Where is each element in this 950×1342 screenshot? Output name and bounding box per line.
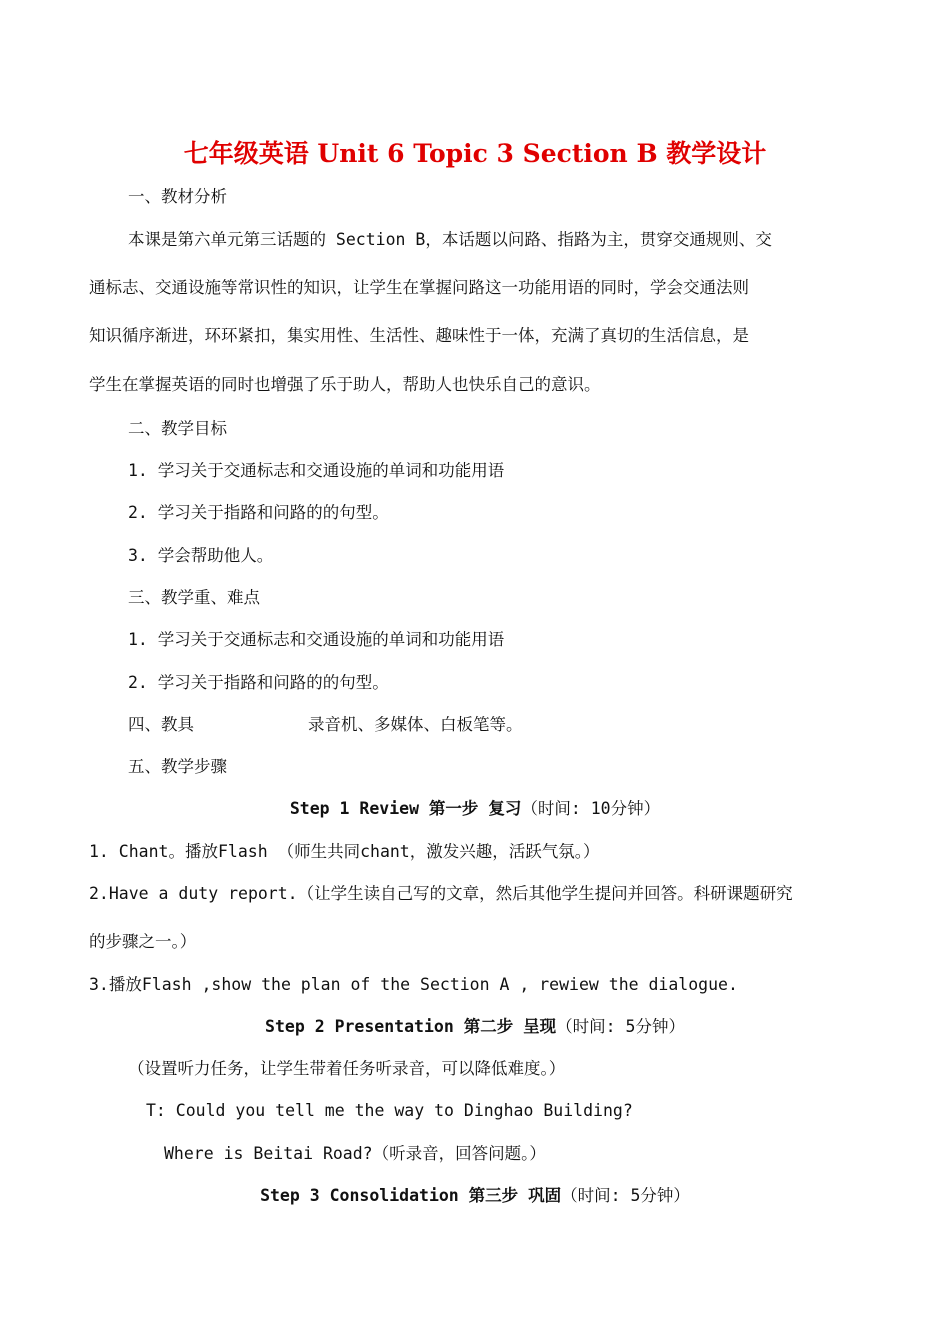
document-title: 七年级英语 Unit 6 Topic 3 Section B 教学设计 [183,139,767,168]
step2-time: （时间: 5分钟） [556,1017,685,1036]
section-heading-goals: 二、教学目标 [128,419,227,438]
paragraph-line: 知识循序渐进，环环紧扣，集实用性、生活性、趣味性于一体，充满了真切的生活信息，是 [89,326,749,345]
dialogue-line: T: Could you tell me the way to Dinghao Building? [146,1101,633,1120]
paragraph-line: 学生在掌握英语的同时也增强了乐于助人，帮助人也快乐自己的意识。 [89,375,601,394]
step1-time: （时间: 10分钟） [521,799,661,818]
tools-value: 录音机、多媒体、白板笔等。 [308,715,523,734]
paragraph-line: 通标志、交通设施等常识性的知识，让学生在掌握问路这一功能用语的同时，学会交通法则 [89,278,749,297]
step1-item: 的步骤之一。） [89,932,197,951]
step1-heading [0,798,950,820]
step3-heading [0,1185,950,1207]
paragraph-line: 本课是第六单元第三话题的 Section B，本话题以问路、指路为主，贯穿交通规则、交 [128,230,772,249]
step1-item: 3.播放Flash ,show the plan of the Section A , rewiew the dialogue. [89,975,738,994]
section-heading-tools: 四、教具 [128,715,194,734]
section-heading-materials: 一、教材分析 [128,187,227,206]
step2-note: （设置听力任务，让学生带着任务听录音，可以降低难度。） [128,1059,566,1078]
step3-time: （时间: 5分钟） [561,1186,690,1205]
step3-label: Step 3 Consolidation 第三步 巩固 [260,1186,562,1205]
list-item: 3. 学会帮助他人。 [128,546,274,565]
list-item: 2. 学习关于指路和问路的的句型。 [128,673,389,692]
step1-label: Step 1 Review 第一步 复习 [289,799,522,818]
step1-item: 2.Have a duty report.（让学生读自己写的文章，然后其他学生提问并回答。科研课题研究 [89,884,793,903]
list-item: 2. 学习关于指路和问路的的句型。 [128,503,389,522]
section-heading-steps: 五、教学步骤 [128,757,227,776]
list-item: 1. 学习关于交通标志和交通设施的单词和功能用语 [128,630,505,649]
step1-item: 1. Chant。播放Flash （师生共同chant，激发兴趣，活跃气氛。） [89,842,600,861]
list-item: 1. 学习关于交通标志和交通设施的单词和功能用语 [128,461,505,480]
step2-label: Step 2 Presentation 第二步 呈现 [265,1017,557,1036]
section-heading-key-points: 三、教学重、难点 [128,588,260,607]
dialogue-line: Where is Beitai Road?（听录音，回答问题。） [164,1144,546,1163]
step2-heading [0,1016,950,1038]
